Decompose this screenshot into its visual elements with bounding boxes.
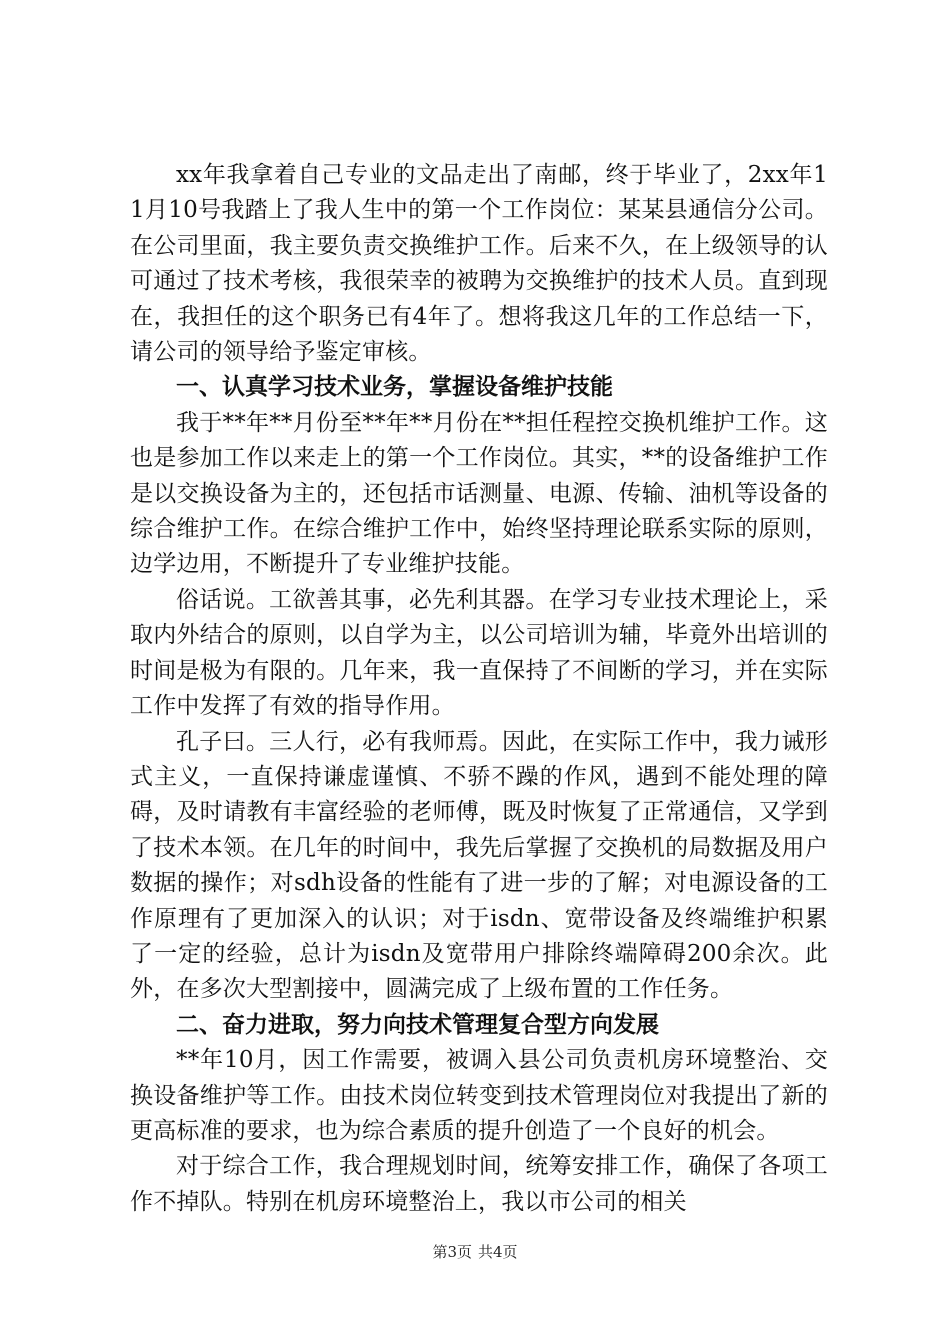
paragraph-intro: xx年我拿着自己专业的文品走出了南邮，终于毕业了，2xx年11月10号我踏上了我人生中的第一个工作岗位：某某县通信分公司。在公司里面，我主要负责交换维护工作。后来不久，在上级领导的认可通过了技术考核，我很荣幸的被聘为交换维护的技术人员。直到现在，我担任的这个职务已有4年了。想将我这几年的工作总结一下，请公司的领导给予鉴定审核。 bbox=[130, 162, 828, 366]
paragraph-transfer: **年10月，因工作需要，被调入县公司负责机房环境整治、交换设备维护等工作。由技术岗位转变到技术管理岗位对我提出了新的更高标准的要求，也为综合素质的提升创造了一个良好的机会。 bbox=[130, 1047, 828, 1144]
paragraph-study: 俗话说。工欲善其事，必先利其器。在学习专业技术理论上，采取内外结合的原则，以自学为主，以公司培训为辅，毕竟外出培训的时间是极为有限的。几年来，我一直保持了不间断的学习，并在实际工作中发挥了有效的指导作用。 bbox=[130, 586, 828, 720]
page-total: 共4页 bbox=[478, 1243, 518, 1261]
page-footer bbox=[0, 1242, 950, 1262]
paragraph-planning: 对于综合工作，我合理规划时间，统筹安排工作，确保了各项工作不掉队。特别在机房环境整治上，我以市公司的相关 bbox=[130, 1153, 828, 1215]
paragraph-maintenance: 我于**年**月份至**年**月份在**担任程控交换机维护工作。这也是参加工作以来走上的第一个工作岗位。其实，**的设备维护工作是以交换设备为主的，还包括市话测量、电源、传输、油机等设备的综合维护工作。在综合维护工作中，始终坚持理论联系实际的原则，边学边用，不断提升了专业维护技能。 bbox=[130, 409, 828, 578]
document-body bbox=[130, 158, 828, 1220]
page-number: 第3页 bbox=[432, 1243, 472, 1261]
section-heading-2: 二、奋力进取，努力向技术管理复合型方向发展 bbox=[176, 1011, 659, 1038]
paragraph-practice: 孔子曰。三人行，必有我师焉。因此，在实际工作中，我力诫形式主义，一直保持谦虚谨慎、不骄不躁的作风，遇到不能处理的障碍，及时请教有丰富经验的老师傅，既及时恢复了正常通信，又学到了技术本领。在几年的时间中，我先后掌握了交换机的局数据及用户数据的操作；对sdh设备的性能有了进一步的了解；对电源设备的工作原理有了更加深入的认识；对于isdn、宽带设备及终端维护积累了一定的经验，总计为isdn及宽带用户排除终端障碍200余次。此外，在多次大型割接中，圆满完成了上级布置的工作任务。 bbox=[130, 728, 828, 1003]
section-heading-1: 一、认真学习技术业务，掌握设备维护技能 bbox=[176, 374, 613, 401]
